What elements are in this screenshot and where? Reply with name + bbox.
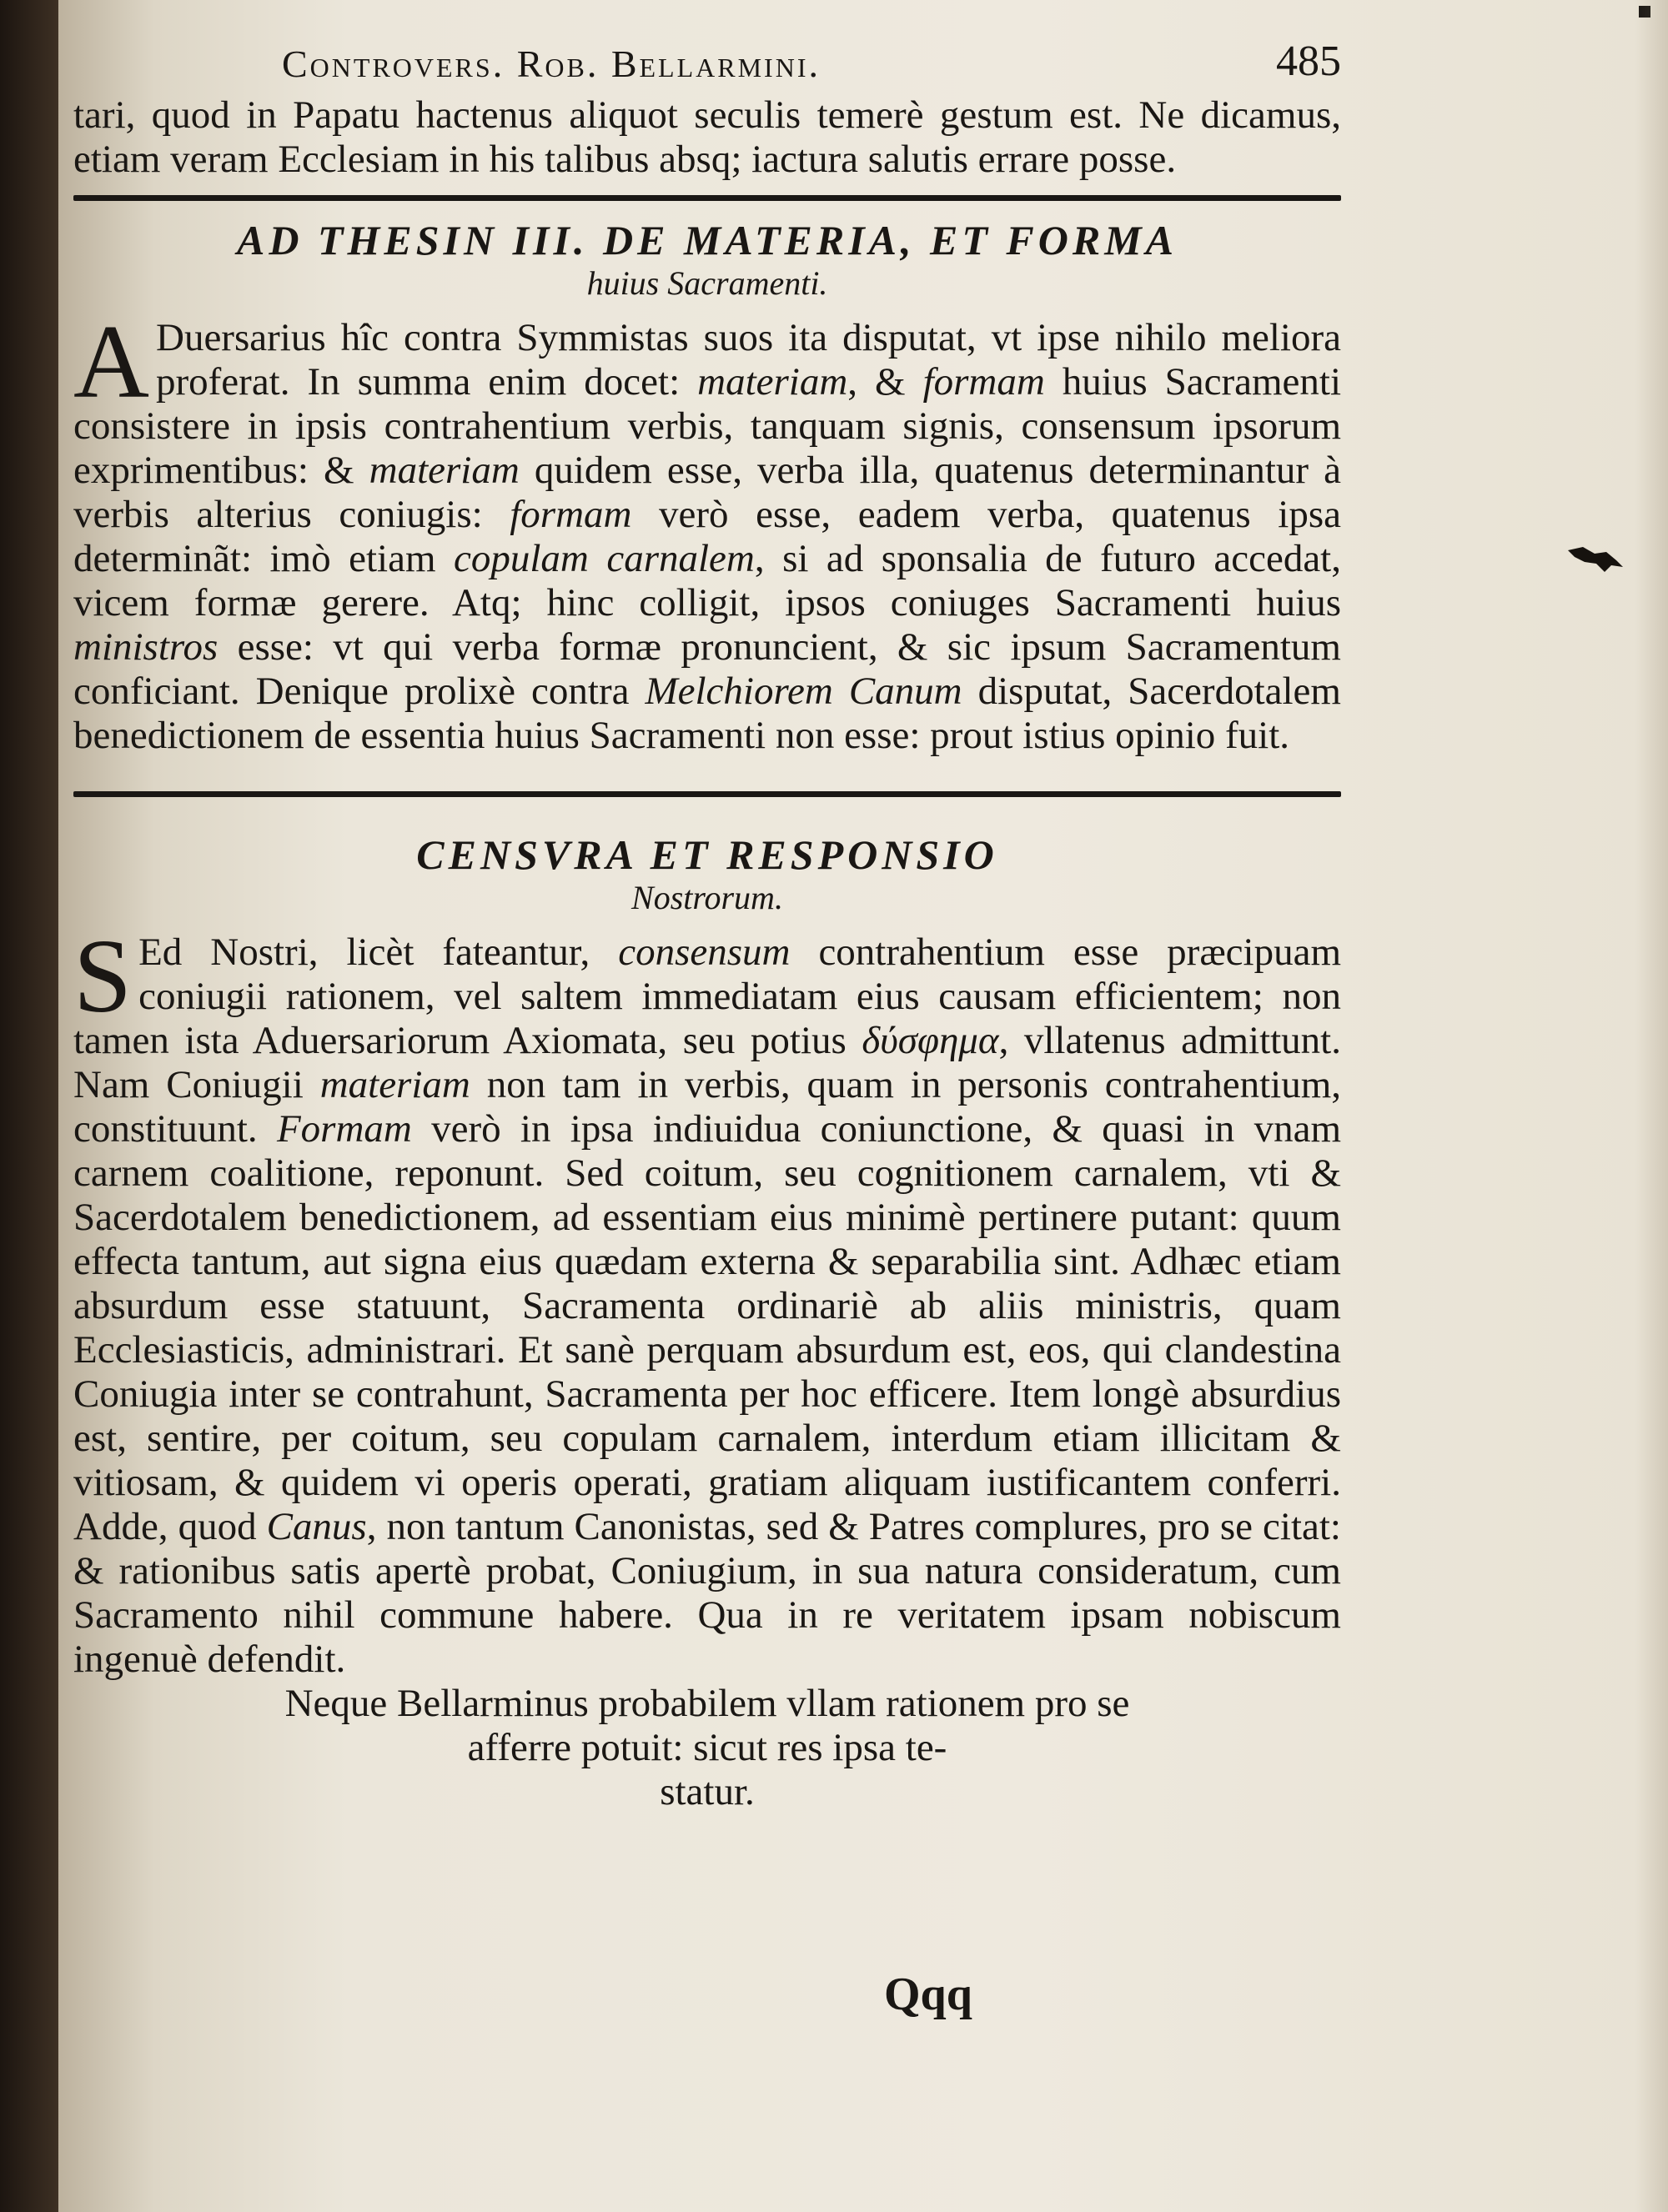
section-heading-thesis: AD THESIN III. DE MATERIA, ET FORMA	[236, 217, 1178, 263]
censura-emphasis: δύσφημα	[862, 1019, 999, 1062]
ending-line: afferre potuit: sicut res ipsa te-	[467, 1726, 947, 1769]
running-head	[73, 38, 1341, 93]
page-number: 485	[1276, 38, 1341, 85]
censura-emphasis: materiam	[319, 1063, 470, 1106]
thesis-emphasis: formam	[922, 360, 1045, 404]
thesis-text: quidem esse, verba illa, quatenus determinantur à verbis alterius coniugis:	[73, 449, 1341, 536]
section-subheading-thesis: huius Sacramenti.	[586, 264, 828, 302]
signature-mark: Qqq	[884, 1969, 972, 2020]
thesis-emphasis: materiam	[369, 449, 520, 492]
dropcap-s: S	[73, 919, 133, 1035]
section-subheading-censura: Nostrorum.	[631, 879, 783, 916]
censura-emphasis: Canus	[266, 1505, 367, 1548]
censura-text: contrahentium esse præcipuam coniugii rationem, vel saltem immediatam eius causam efficientem; non tamen ista Aduersariorum Axiomata, seu potius	[73, 930, 1342, 1062]
thesis-text: huius Sacramenti consistere in ipsis contrahentium verbis, tanquam signis, consensum ipsorum exprimentibus: &	[73, 360, 1342, 492]
section-heading-censura: CENSVRA ET RESPONSIO	[416, 831, 998, 878]
thesis-text: , si ad sponsalia de futuro accedat, vicem formæ gerere. Atq; hinc colligit, ipsos coniuges Sacramenti huius	[73, 537, 1341, 624]
thesis-text: esse: vt qui verba formæ pronuncient, & sic ipsum Sacramentum conficiant. Denique prolixè contra	[73, 625, 1341, 713]
censura-paragraph	[73, 919, 1342, 1682]
ending-line: Neque Bellarminus probabilem vllam rationem pro se	[284, 1682, 1130, 1725]
thesis-emphasis: materiam	[697, 360, 848, 404]
running-head-title: Controvers. Rob. Bellarmini.	[282, 43, 821, 85]
section-rule	[73, 791, 1341, 797]
censura-text: non tam in verbis, quam in personis contrahentium, constituunt.	[73, 1063, 1341, 1151]
thesis-text: , &	[847, 360, 923, 404]
censura-text: , vllatenus admittunt. Nam Coniugii	[73, 1019, 1341, 1106]
censura-emphasis: consensum	[618, 930, 791, 974]
thesis-emphasis: Melchiorem Canum	[645, 670, 962, 713]
thesis-emphasis: ministros	[73, 625, 219, 669]
ink-blot-mark	[1566, 542, 1625, 575]
censura-emphasis: Formam	[276, 1107, 412, 1151]
thesis-emphasis: formam	[510, 493, 632, 536]
censura-text: verò in ipsa indiuidua coniunctione, & quasi in vnam carnem coalitione, reponunt. Sed coitum, seu cognitionem carnalem, vti & Sacerdotalem benedictionem, ad essentiam eius minimè pertinere putant: quum effecta tantum, aut signa eius quædam externa & separabilia sint. Adhæc etiam absurdum esse statuunt, Sacramenta ordinariè ab aliis ministris, quam Ecclesiasticis, administrari. Et sanè perquam absurdum est, eos, qui clandestina Coniugia inter se contrahunt, Sacramenta per hoc efficere. Item longè absurdius est, sentire, per coitum, seu copulam carnalem, interdum etiam illicitam & vitiosam, & quidem vi operis operati, gratiam aliquam iustificantem conferri. Adde, quod	[73, 1107, 1341, 1548]
censura-text: , non tantum Canonistas, sed & Patres complures, pro se citat: & rationibus satis apertè probat, Coniugium, in sua natura consideratum, cum Sacramento nihil commune habere. Qua in re veritatem ipsam nobiscum ingenuè defendit.	[73, 1505, 1341, 1681]
section-rule	[73, 195, 1341, 201]
thesis-text: Duersarius hîc contra Symmistas suos ita disputat, vt ipse nihilo meliora proferat. In summa enim docet:	[156, 316, 1341, 404]
corner-mark	[1636, 3, 1653, 20]
text-block	[73, 38, 1342, 1814]
thesis-text: verò esse, eadem verba, quatenus ipsa determinãt: imò etiam	[73, 493, 1341, 580]
thesis-text: disputat, Sacerdotalem benedictionem de essentia huius Sacramenti non esse: prout istius opinio fuit.	[73, 670, 1341, 757]
censura-text: Ed Nostri, licèt fateantur,	[138, 930, 619, 974]
ending-line: statur.	[660, 1770, 755, 1813]
carryover-paragraph: tari, quod in Papatu hactenus aliquot seculis temerè gestum est. Ne dicamus, etiam veram Ecclesiam in his talibus absq; iactura salutis errare posse.	[73, 93, 1341, 181]
dropcap-a: A	[73, 304, 149, 420]
thesis-paragraph	[73, 304, 1342, 758]
thesis-emphasis: copulam carnalem	[454, 537, 755, 580]
